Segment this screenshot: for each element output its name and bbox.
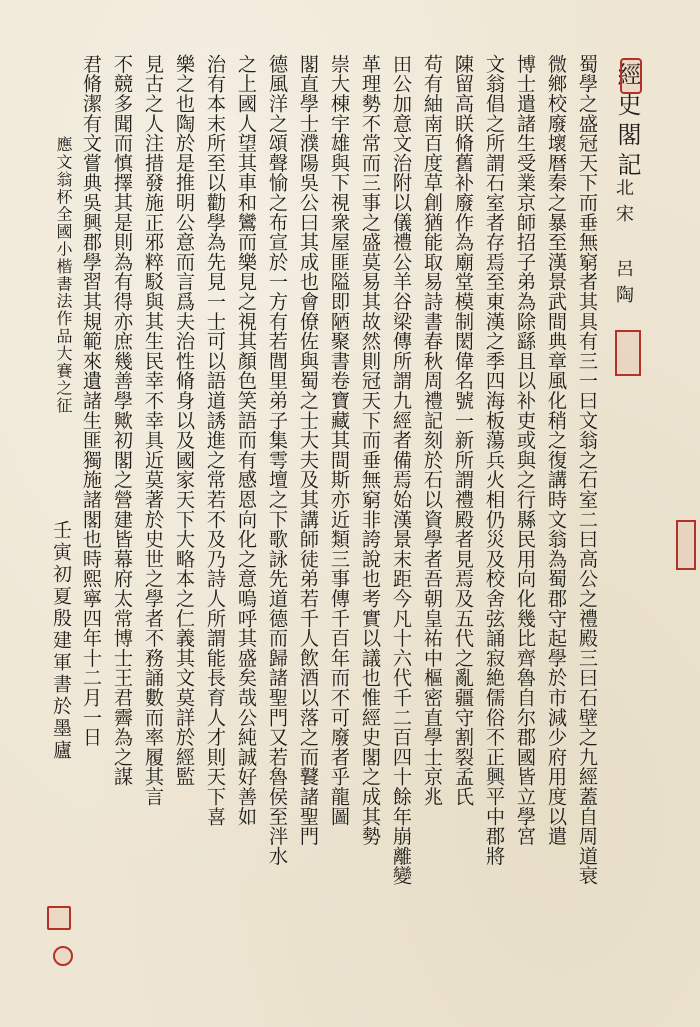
text-column-13: 治有本末所至以勸學為先見一士可以語道誘進之常若不及乃詩人所謂能長育人才則天下喜 [204,54,227,827]
text-column-14: 樂之也陶於是推明公意而言爲夫治性脩身以及國家天下大略本之仁義其文莫詳於經監 [173,54,196,787]
inscription: 應文翁杯全國小楷書法作品大賽之征 [54,136,73,415]
text-column-12: 之上國人望其車和鸞而樂見之視其顏色笑語而有感恩向化之意嗚呼其盛矣哉公純誠好善如 [235,54,258,827]
author-line: 北宋 呂陶 [613,178,634,311]
artist-seal-round [53,946,73,966]
text-column-2: 微鄉校廢壞暦秦之暴至漢景武間典章風化稍之復講時文翁為蜀郡守起學於市減少府用度以遣 [545,54,568,846]
artist-seal-square [47,906,71,930]
text-column-8: 革理勢不常而三事之盛莫易其故然則冠天下而垂無窮非誇說也考實以議也惟經史閣之成其勢 [359,54,382,846]
signature: 壬寅初夏殷建軍書於墨廬 [50,520,72,762]
text-column-5: 陳留高眹脩舊补廢作為廟堂模制閎偉名號一新所謂禮殿者見焉及五代之亂疆守割裂孟氏 [452,54,475,807]
text-column-16: 不競多聞而慎擇其是則為有得亦庶幾善學歟初閣之營建皆幕府太常博士王君霽為之謀 [111,54,134,787]
text-column-1: 蜀學之盛冠天下而垂無窮者其具有三一曰文翁之石室二曰高公之禮殿三曰石壁之九經蓋自周道衰 [576,54,599,886]
text-column-7: 田公加意文治附以儀禮公羊谷梁傳所謂九經者備焉始漢景末距今凡十六代千二百四十餘年崩離變 [390,54,413,886]
middle-seal [615,330,641,376]
text-column-15: 見古之人注措發施正邪粹駁與其生民幸不幸具近莫著於史世之學者不務誦數而率履其言 [142,54,165,807]
text-column-9: 崇大棟宇雄與下視衆屋匪隘即陋聚書卷寶藏其間斯亦近類三事傳千百年而不可廢者乎龍圖 [328,54,351,827]
text-column-3: 博士遣諸生受業京師招子弟為除繇且以补吏或與之行縣民用向化幾比齊魯自尔郡國皆立學宮 [514,54,537,846]
text-column-17: 君脩潔有文嘗典吳興郡學習其規範來遺諸生匪獨施諸閣也時熙寧四年十二月一日 [80,54,103,747]
edge-seal [676,520,696,570]
text-column-10: 閣直學士濮陽吳公曰其成也會僚佐與蜀之士大夫及其講師徒弟若千人飲酒以落之而鼚諸聖門 [297,54,320,846]
text-column-11: 德風洋之頌聲愉之布宣於一方有若閭里弟子集雩壇之下歌詠先道德而歸諸聖門又若魯侯至泮水 [266,54,289,866]
top-seal [620,58,642,94]
text-column-6: 苟有紬南百度草創猶能取易詩書春秋周禮記刻於石以資學者吾朝皇祐中樞密直學士京兆 [421,54,444,807]
text-column-4: 文翁倡之所謂石室者存焉至東漢之季四海板蕩兵火相仍災及校舍弦誦寂絶儒俗不正興平中郡將 [483,54,506,866]
title: 經史閣記 [613,62,641,182]
